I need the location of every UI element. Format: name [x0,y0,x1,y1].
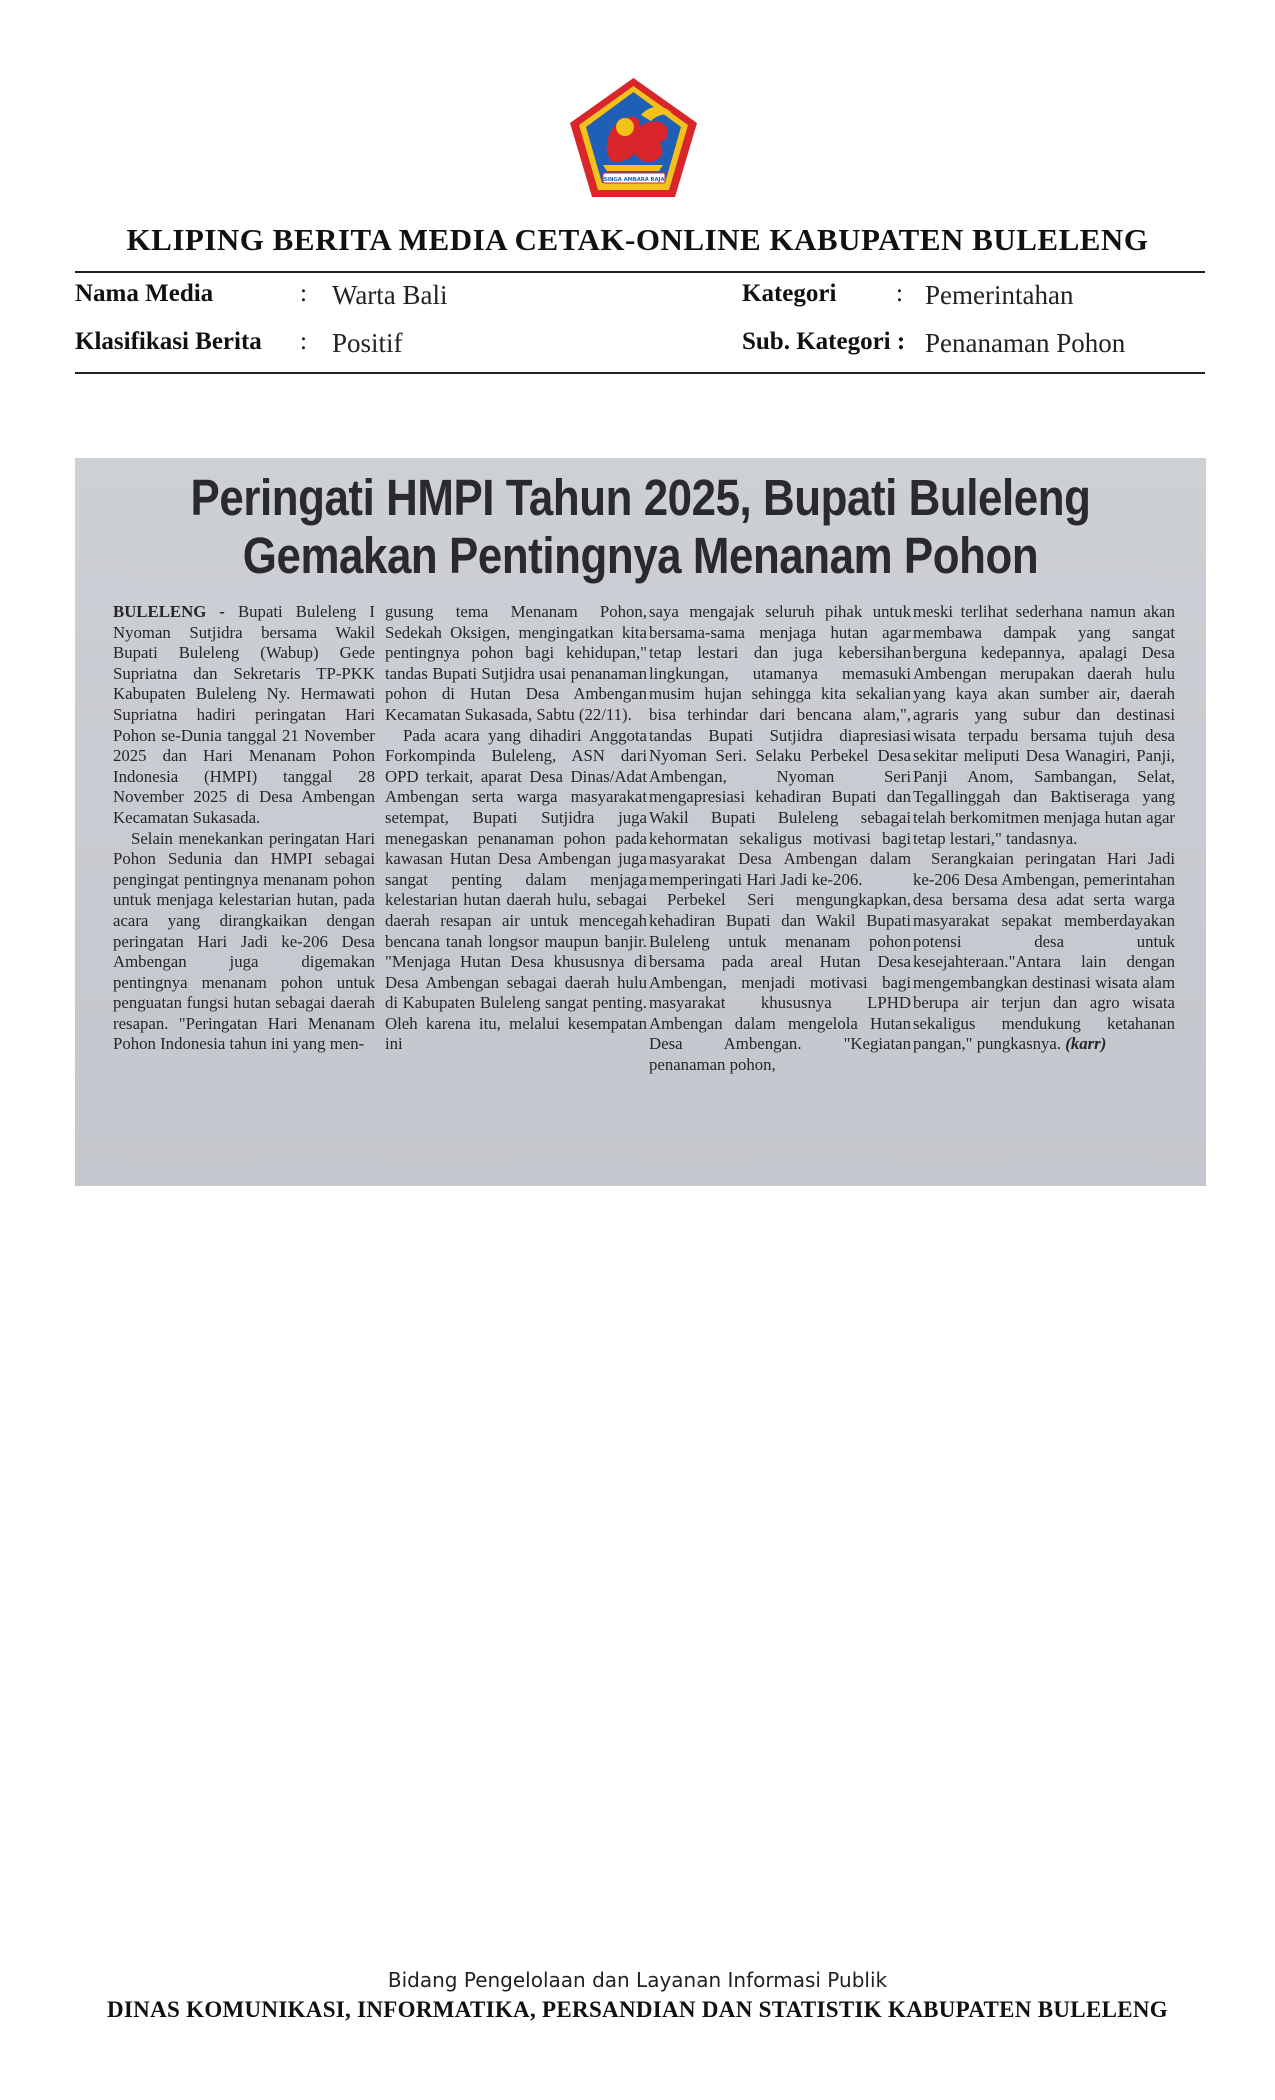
newspaper-clipping [75,458,1206,1186]
logo-text: SINGA AMBARA RAJA [603,177,665,183]
top-rule [75,271,1205,273]
article-column-3 [649,602,911,1076]
kategori-value: Pemerintahan [925,280,1074,310]
article-column-1 [113,602,375,1055]
column-3-paragraph-2: Perbekel Seri mengungkapkan, kehadiran Bupati dan Wakil Bupati Buleleng untuk menanam pohon bersama pada areal Hutan Desa Ambengan, menjadi motivasi bagi masyarakat khususnya LPHD Ambengan dalam mengelola Hutan Desa Ambengan. "Kegiatan penanaman pohon, [649,890,911,1075]
sub-kategori-label: Sub. Kategori : [742,328,906,355]
column-4-paragraph-2: Serangkaian peringatan Hari Jadi ke-206 Desa Ambengan, pemerintahan desa bersama desa adat serta warga masyarakat sepakat memberdayakan potensi desa untuk kesejahteraan."Antara lain dengan mengembangkan destinasi wisata alam berupa air terjun dan agro wisata sekaligus mendukung ketahanan pangan," pungkasnya. [913,849,1175,1054]
column-1-paragraph-2: Selain menekankan peringatan Hari Pohon Sedunia dan HMPI sebagai pengingat pentingnya menanam pohon untuk menjaga kelestarian hutan, pada acara yang dirangkaikan dengan peringatan Hari Jadi ke-206 Desa Ambengan juga digemakan pentingnya menanam pohon untuk penguatan fungsi hutan sebagai daerah resapan. "Peringatan Hari Menanam Pohon Indonesia tahun ini yang men- [113,828,375,1054]
column-2-paragraph-1: gusung tema Menanam Pohon, Sedekah Oksigen, mengingatkan kita pentingnya pohon bagi kehidupan," tandas Bupati Sutjidra usai penanaman pohon di Hutan Desa Ambengan Kecamatan Sukasada, Sabtu (22/11). [385,602,647,724]
article-column-2 [385,602,647,1055]
bottom-rule [75,372,1205,374]
nama-media-label: Nama Media [75,280,214,307]
kategori-label: Kategori [742,280,837,307]
nama-media-colon: : [300,280,307,307]
footer-agency: DINAS KOMUNIKASI, INFORMATIKA, PERSANDIAN DAN STATISTIK KABUPATEN BULELENG [107,1997,1168,2022]
headline-line-2: Gemakan Pentingnya Menanam Pohon [242,527,1039,584]
footer-subtitle: Bidang Pengelolaan dan Layanan Informasi Publik [387,1968,888,1992]
klasifikasi-value: Positif [332,328,403,358]
sub-kategori-value: Penanaman Pohon [925,328,1126,358]
column-2-paragraph-2: Pada acara yang dihadiri Anggota Forkompinda Buleleng, ASN dari OPD terkait, aparat Desa Dinas/Adat Ambengan serta warga masyarakat setempat, Bupati Sutjidra juga menegaskan penanaman pohon pada kawasan Hutan Desa Ambengan juga sangat penting dalam menjaga kelestarian hutan daerah hulu, sebagai daerah resapan air untuk mencegah bencana tanah longsor maupun banjir. "Menjaga Hutan Desa khususnya di Desa Ambengan sebagai daerah hulu di Kabupaten Buleleng sangat penting. Oleh karena itu, melalui kesempatan ini [385,725,647,1054]
article-column-4 [913,602,1175,1055]
nama-media-value: Warta Bali [332,280,448,310]
headline-line-1: Peringati HMPI Tahun 2025, Bupati Buleleng [190,469,1091,526]
column-4-paragraph-1: meski terlihat sederhana namun akan membawa dampak yang sangat berguna kedepannya, apalagi Desa Ambengan merupakan daerah hulu yang kaya akan sumber air, daerah agraris yang subur dan destinasi wisata terpadu bersama tujuh desa sekitar meliputi Desa Wanagiri, Panji, Panji Anom, Sambangan, Selat, Tegallinggah dan Baktiseraga yang telah berkomitmen menjaga hutan agar tetap lestari," tandasnya. [913,602,1175,848]
document-title: KLIPING BERITA MEDIA CETAK-ONLINE KABUPATEN BULELENG [126,222,1149,257]
klasifikasi-colon: : [300,328,307,355]
kategori-colon: : [896,280,903,307]
singa-ambara-raja-emblem [567,75,700,200]
column-3-paragraph-1: saya mengajak seluruh pihak untuk bersama-sama menjaga hutan agar tetap lestari dan juga kebersihan lingkungan, utamanya memasuki musim hujan sehingga kita sekalian bisa terhindar dari bencana alam,", tandas Bupati Sutjidra diapresiasi Nyoman Seri. Selaku Perbekel Desa Ambengan, Nyoman Seri mengapresiasi kehadiran Bupati dan Wakil Bupati Buleleng sebagai kehormatan sekaligus motivasi bagi masyarakat Desa Ambengan dalam memperingati Hari Jadi ke-206. [649,602,911,889]
dateline: BULELENG - [113,602,225,621]
column-1-paragraph-1: Bupati Buleleng I Nyoman Sutjidra bersama Wakil Bupati Buleleng (Wabup) Gede Supriatna dan Sekretaris TP-PKK Kabupaten Buleleng Ny. Hermawati Supriatna hadiri peringatan Hari Pohon se-Dunia tanggal 21 November 2025 dan Hari Menanam Pohon Indonesia (HMPI) tanggal 28 November 2025 di Desa Ambengan Kecamatan Sukasada. [113,602,375,827]
klasifikasi-label: Klasifikasi Berita [75,328,262,355]
byline: (karr) [1065,1034,1107,1054]
